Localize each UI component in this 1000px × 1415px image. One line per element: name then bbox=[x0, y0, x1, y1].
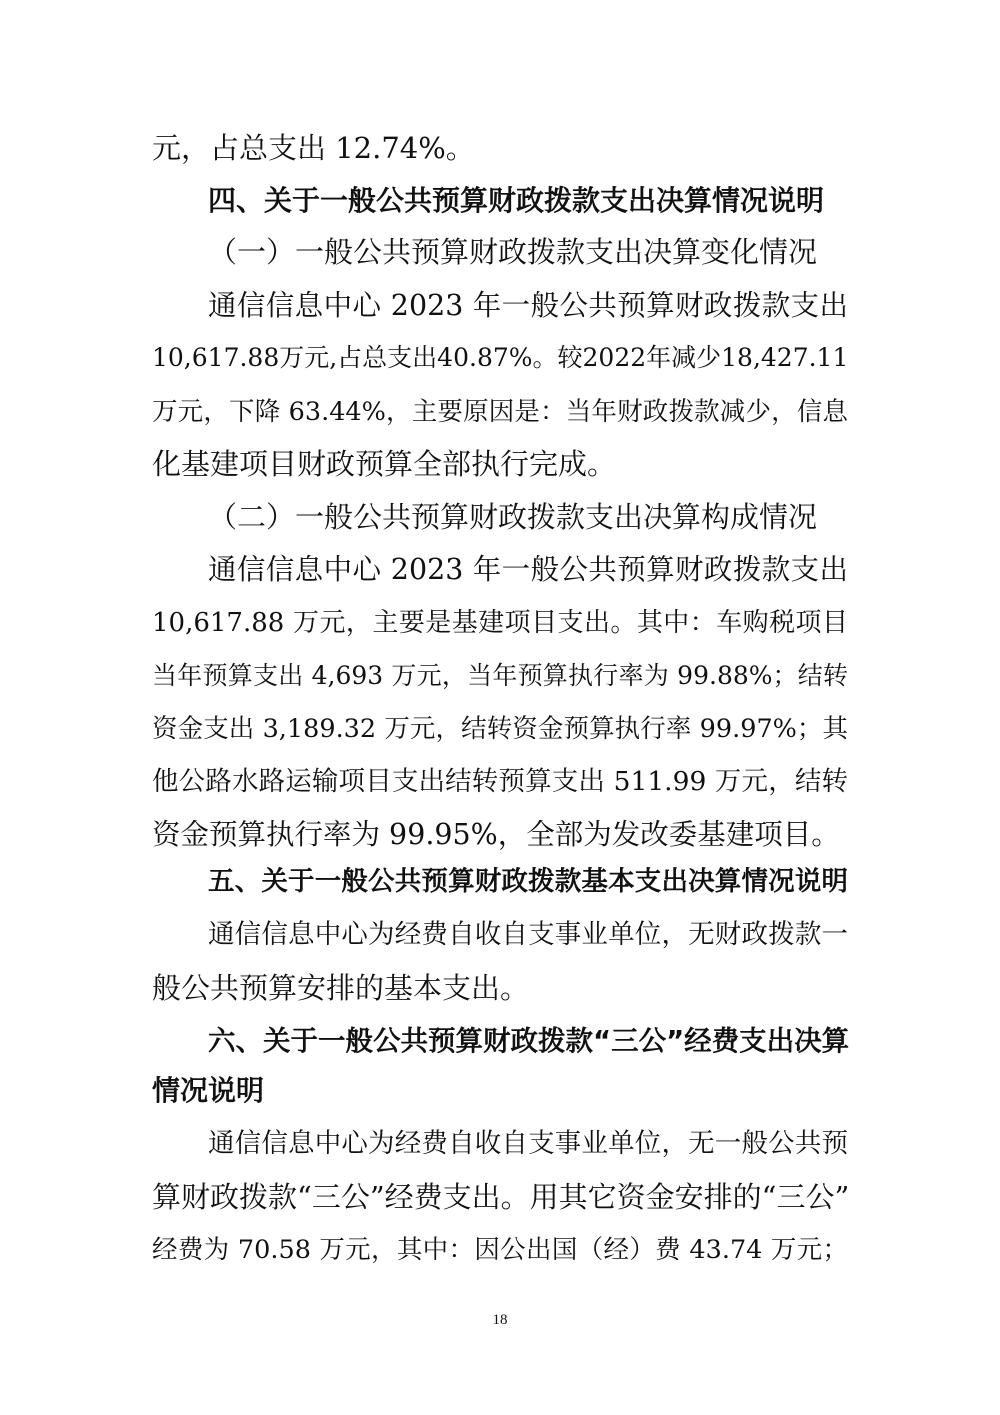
paragraph-line: 通信信息中心为经费自收自支事业单位，无一般公共预 bbox=[208, 1128, 848, 1159]
paragraph-line: 资金支出 3,189.32 万元，结转资金预算执行率 99.97%；其 bbox=[152, 714, 848, 744]
subsection-heading: （二）一般公共预算财政拨款支出决算构成情况 bbox=[208, 500, 818, 534]
section-heading-6: 六、关于一般公共预算财政拨款“三公”经费支出决算 bbox=[208, 1025, 850, 1057]
section-heading-5: 五、关于一般公共预算财政拨款基本支出决算情况说明 bbox=[208, 866, 848, 897]
page-number: 18 bbox=[492, 1312, 508, 1328]
paragraph-line: 算财政拨款“三公”经费支出。用其它资金安排的“三公” bbox=[152, 1180, 850, 1214]
paragraph-line: 般公共预算安排的基本支出。 bbox=[152, 971, 530, 1005]
subsection-heading: （一）一般公共预算财政拨款支出决算变化情况 bbox=[208, 235, 818, 269]
paragraph-line: 通信信息中心 2023 年一般公共预算财政拨款支出 bbox=[208, 289, 848, 322]
paragraph-line: 化基建项目财政预算全部执行完成。 bbox=[152, 447, 617, 481]
paragraph-line: 元，占总支出 12.74%。 bbox=[152, 131, 475, 165]
paragraph-line: 当年预算支出 4,693 万元，当年预算执行率为 99.88%；结转 bbox=[152, 661, 848, 690]
paragraph-line: 他公路水路运输项目支出结转预算支出 511.99 万元，结转 bbox=[152, 766, 848, 797]
paragraph-line: 通信信息中心 2023 年一般公共预算财政拨款支出 bbox=[208, 553, 848, 586]
paragraph-line: 万元，下降 63.44%，主要原因是：当年财政拨款减少，信息 bbox=[152, 397, 848, 427]
section-heading-6-cont: 情况说明 bbox=[152, 1074, 265, 1107]
paragraph-line: 10,617.88 万元，主要是基建项目支出。其中：车购税项目 bbox=[152, 608, 848, 638]
paragraph-line: 通信信息中心为经费自收自支事业单位，无财政拨款一 bbox=[208, 919, 848, 950]
paragraph-line: 资金预算执行率为 99.95%，全部为发改委基建项目。 bbox=[152, 818, 840, 851]
section-heading-4: 四、关于一般公共预算财政拨款支出决算情况说明 bbox=[208, 184, 825, 217]
paragraph-line: 10,617.88万元,占总支出40.87%。较2022年减少18,427.11 bbox=[152, 343, 849, 372]
paragraph-line: 经费为 70.58 万元，其中：因公出国（经）费 43.74 万元； bbox=[152, 1235, 848, 1265]
